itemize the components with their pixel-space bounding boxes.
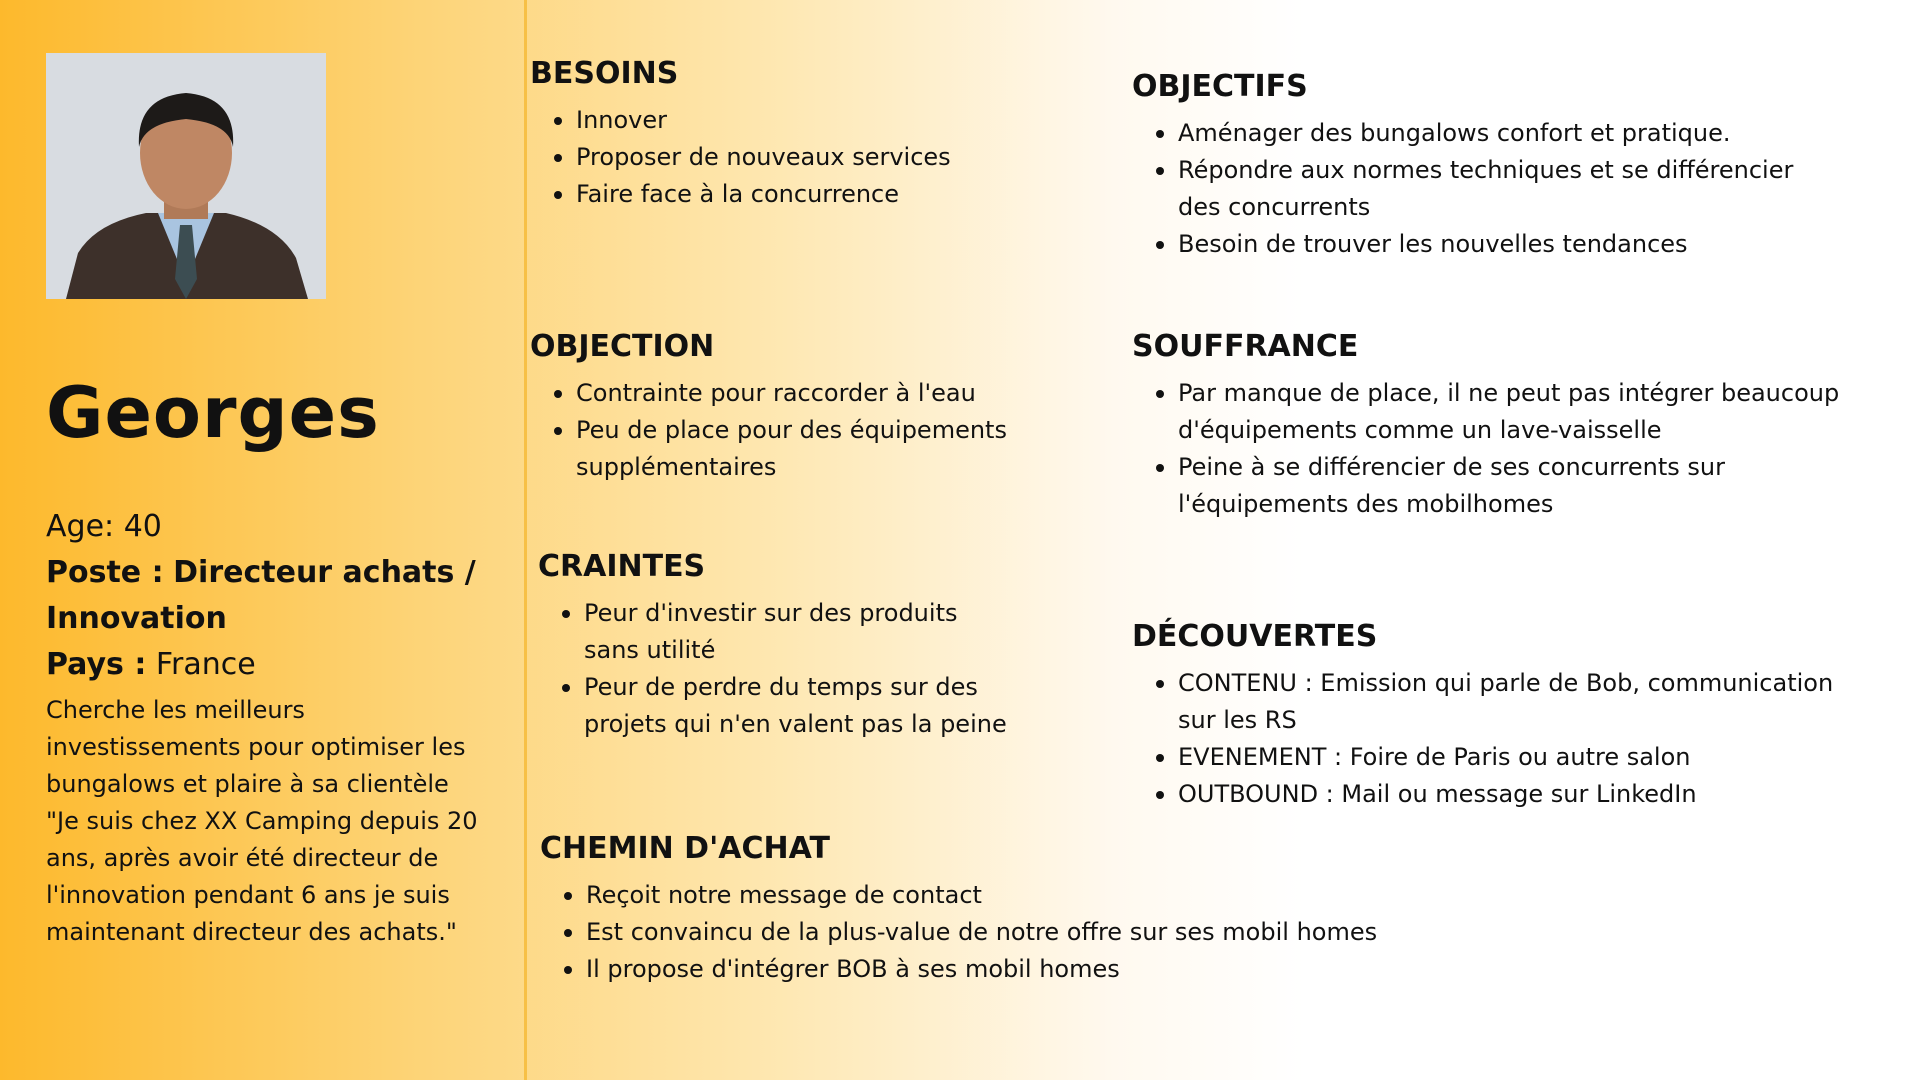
list-item: Innover [576,102,1010,139]
section-chemin-achat [540,829,1440,988]
section-list [538,595,1008,743]
section-title: OBJECTIFS [1132,69,1308,104]
list-item: Peine à se différencier de ses concurrents sur l'équipements des mobilhomes [1178,449,1872,523]
section-objection [530,327,1030,486]
persona-bio: Cherche les meilleurs investissements pour optimiser les bungalows et plaire à sa clientèle "Je suis chez XX Camping depuis 20 ans, après avoir été directeur de l'innovation pendant 6 ans je suis maintenant directeur des achats." [46,696,478,946]
section-title: CRAINTES [538,549,706,584]
section-craintes [538,547,1008,743]
pays-value: France [155,647,256,682]
section-title: CHEMIN D'ACHAT [540,831,830,866]
list-item: Peur de perdre du temps sur des projets qui n'en valent pas la peine [584,669,1008,743]
age-value: 40 [123,509,162,544]
list-item: Est convaincu de la plus-value de notre offre sur ses mobil homes [586,914,1440,951]
poste-value: Directeur achats / Innovation [46,555,476,636]
pays-line [46,642,496,688]
section-list [1132,115,1832,263]
persona-photo [46,53,326,299]
list-item: Faire face à la concurrence [576,176,1010,213]
section-title: SOUFFRANCE [1132,329,1359,364]
persona-name: Georges [46,372,380,454]
section-list [530,102,1010,213]
list-item: Par manque de place, il ne peut pas intégrer beaucoup d'équipements comme un lave-vaisselle [1178,375,1872,449]
section-title: OBJECTION [530,329,715,364]
list-item: Peu de place pour des équipements supplémentaires [576,412,1030,486]
section-list [530,375,1030,486]
list-item: Peur d'investir sur des produits sans utilité [584,595,1008,669]
list-item: Proposer de nouveaux services [576,139,1010,176]
section-souffrance [1132,327,1872,523]
list-item: Il propose d'intégrer BOB à ses mobil homes [586,951,1440,988]
poste-label: Poste : [46,555,164,590]
age-line [46,504,496,550]
section-objectifs [1132,67,1832,263]
list-item: Reçoit notre message de contact [586,877,1440,914]
list-item: Besoin de trouver les nouvelles tendances [1178,226,1832,263]
list-item: Contrainte pour raccorder à l'eau [576,375,1030,412]
section-title: DÉCOUVERTES [1132,619,1378,654]
section-title: BESOINS [530,56,679,91]
section-list [1132,375,1872,523]
list-item: OUTBOUND : Mail ou message sur LinkedIn [1178,776,1872,813]
list-item: CONTENU : Emission qui parle de Bob, communication sur les RS [1178,665,1872,739]
section-list [540,877,1440,988]
list-item: EVENEMENT : Foire de Paris ou autre salon [1178,739,1872,776]
section-decouvertes [1132,617,1872,813]
section-besoins [530,54,1010,213]
list-item: Répondre aux normes techniques et se différencier des concurrents [1178,152,1832,226]
section-list [1132,665,1872,813]
pays-label: Pays : [46,647,147,682]
age-label: Age: [46,509,115,544]
poste-line [46,550,496,642]
column-divider [524,0,527,1080]
list-item: Aménager des bungalows confort et pratique. [1178,115,1832,152]
